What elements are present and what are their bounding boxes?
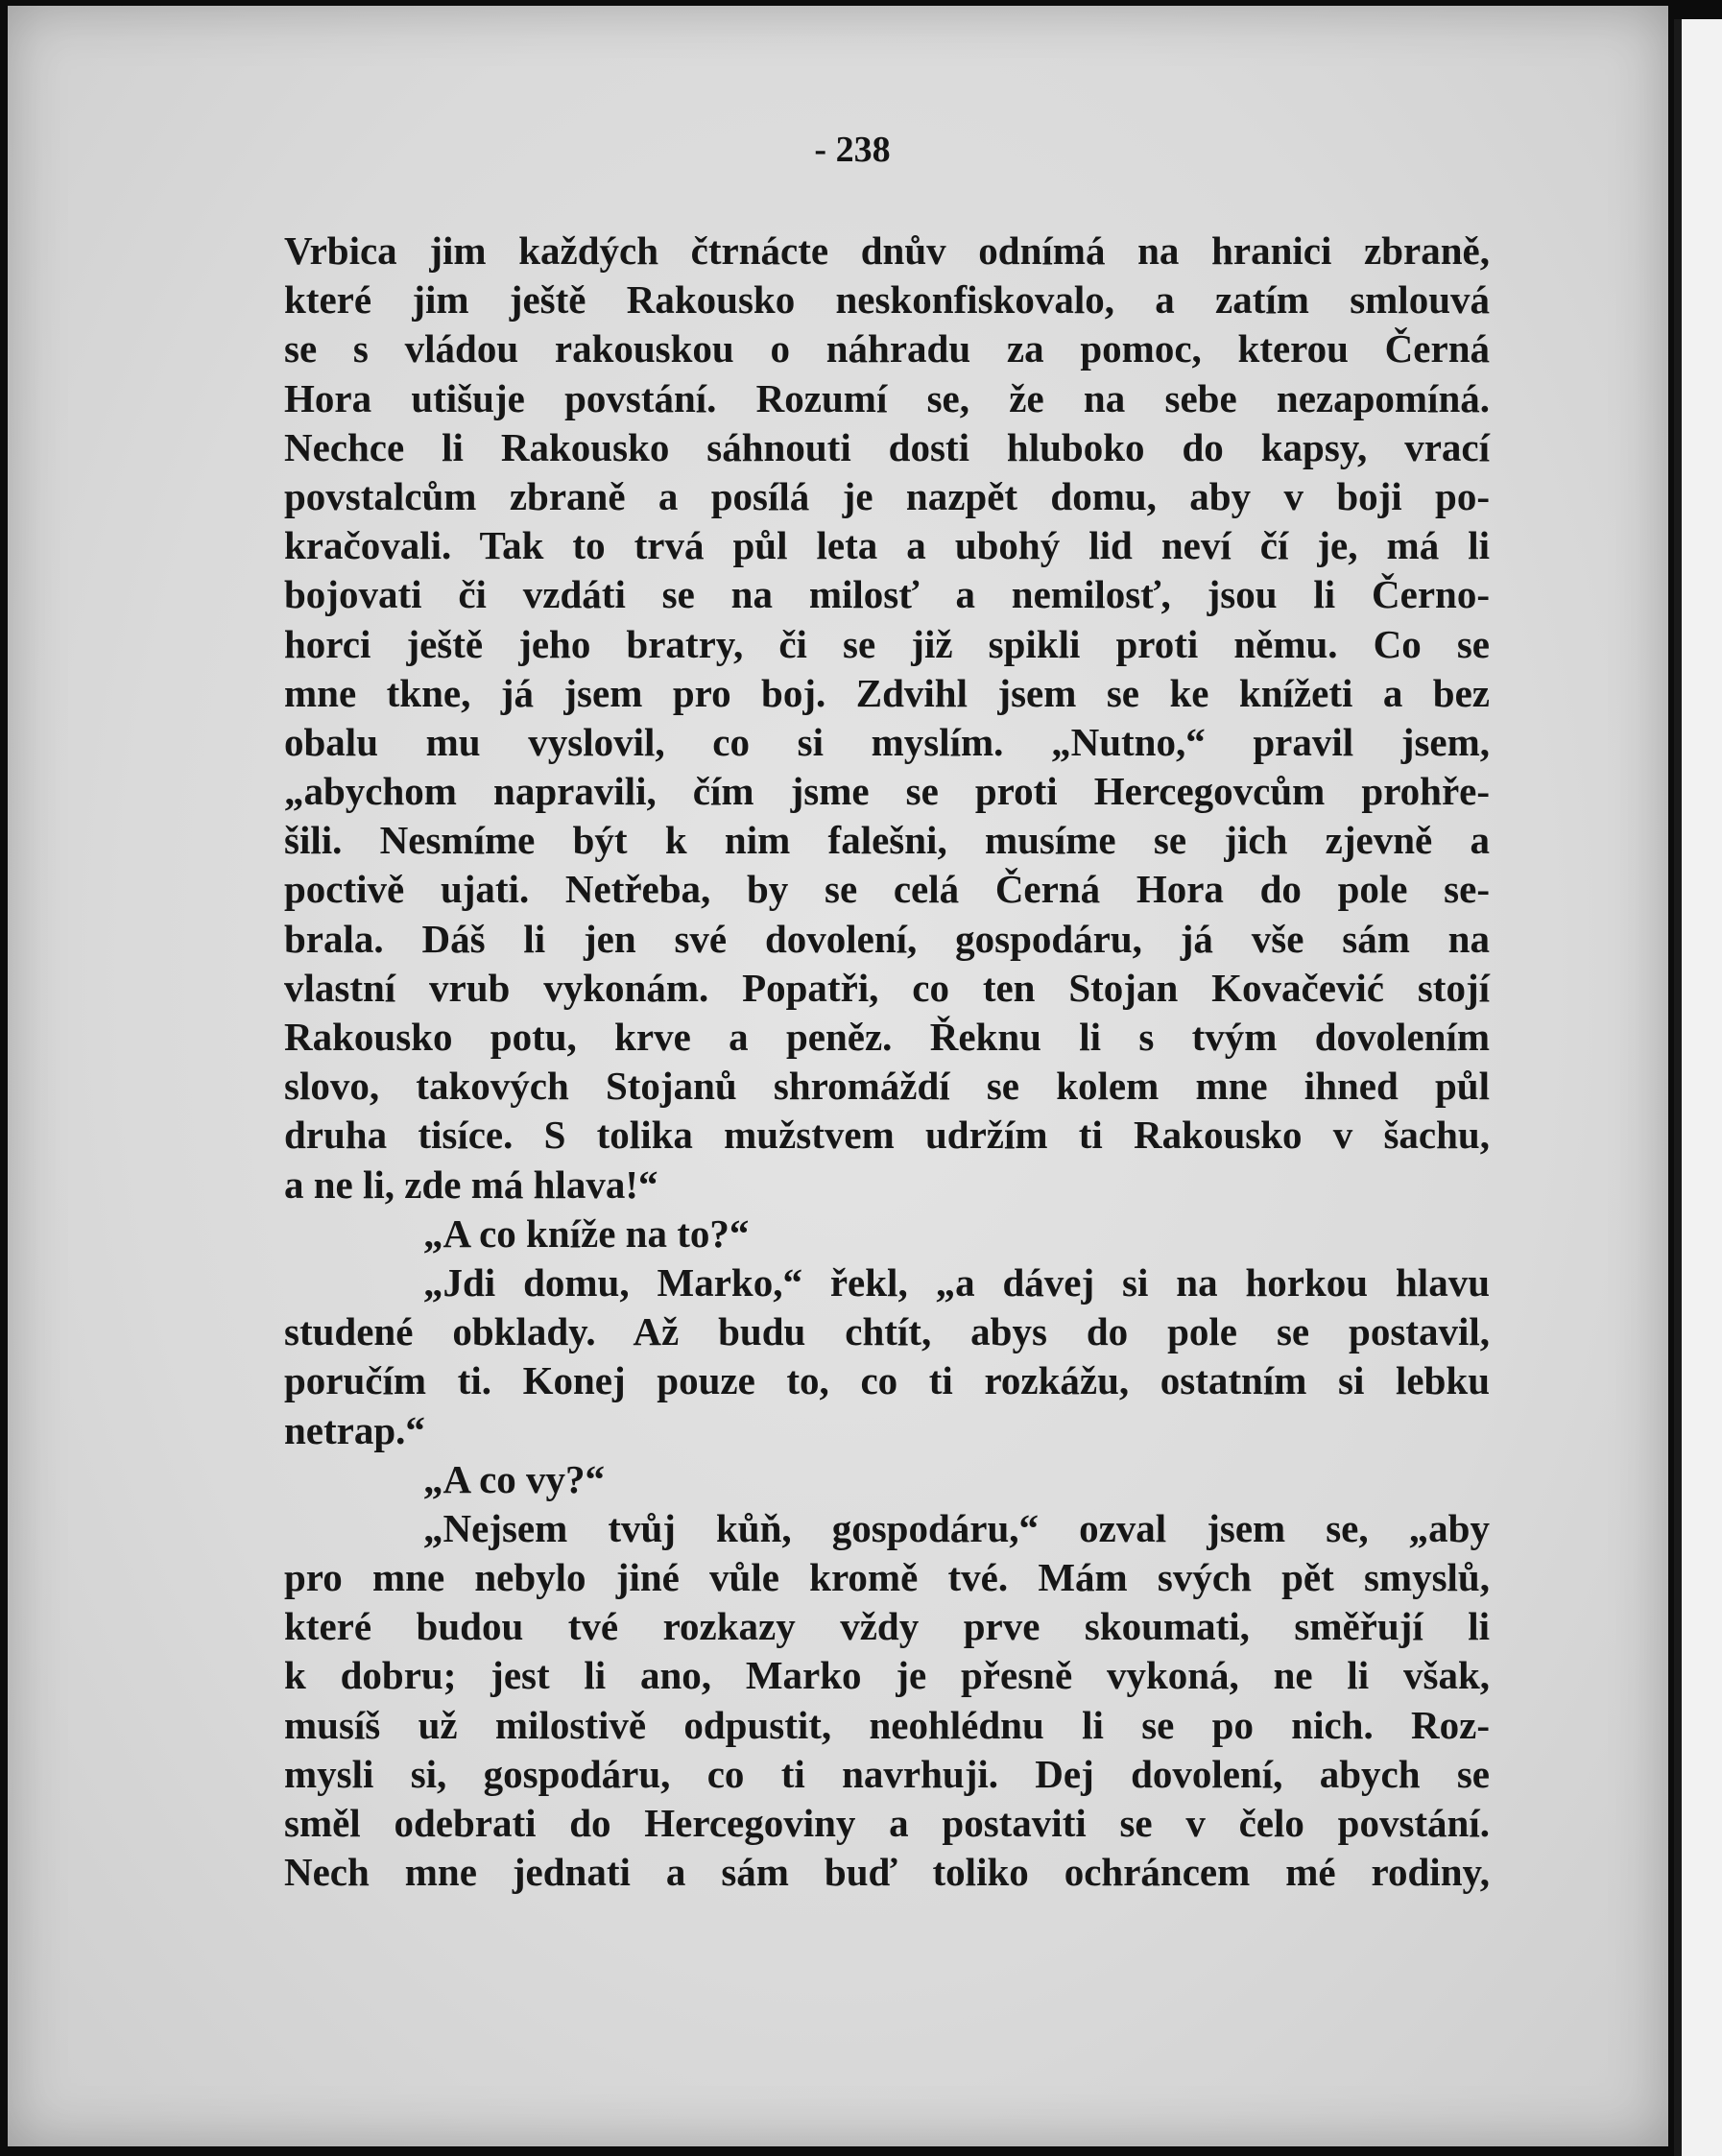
text-line: Nech mne jednati a sám buď toliko ochráncem mé rodiny, xyxy=(284,1850,1490,1895)
text-line: mysli si, gospodáru, co ti navrhuji. Dej dovolení, abych se xyxy=(284,1751,1490,1796)
text-line: obalu mu vyslovil, co si myslím. „Nutno,“ pravil jsem, xyxy=(284,719,1490,764)
text-line: vlastní vrub vykonám. Popatři, co ten Stojan Kovačević stojí xyxy=(284,965,1490,1010)
text-line: Nechce li Rakousko sáhnouti dosti hluboko do kapsy, vrací xyxy=(284,424,1490,469)
text-line: Vrbica jim každých čtrnácte dnův odnímá na hranici zbraně, xyxy=(284,228,1490,273)
text-line: Rakousko potu, krve a peněz. Řeknu li s tvým dovolením xyxy=(284,1015,1490,1059)
text-line: a ne li, zde má hlava!“ xyxy=(284,1162,658,1207)
text-line: slovo, takových Stojanů shromáždí se kolem mne ihned půl xyxy=(284,1064,1490,1109)
text-line: Hora utišuje povstání. Rozumí se, že na sebe nezapomíná. xyxy=(284,375,1490,420)
paper-sheet xyxy=(8,6,1668,2146)
text-line: kračovali. Tak to trvá půl leta a ubohý lid neví čí je, má li xyxy=(284,523,1490,568)
text-line: směl odebrati do Hercegoviny a postaviti se v čelo povstání. xyxy=(284,1801,1490,1845)
text-line: „A co vy?“ xyxy=(423,1456,606,1501)
text-line: se s vládou rakouskou o náhradu za pomoc, kterou Černá xyxy=(284,326,1490,371)
text-line: pro mne nebylo jiné vůle kromě tvé. Mám svých pět smyslů, xyxy=(284,1555,1490,1600)
text-line: horci ještě jeho bratry, či se již spikli proti němu. Co se xyxy=(284,621,1490,666)
text-line: „Nejsem tvůj kůň, gospodáru,“ ozval jsem se, „aby xyxy=(423,1505,1490,1550)
text-line: studené obklady. Až budu chtít, abys do pole se postavil, xyxy=(284,1309,1490,1354)
text-line: šili. Nesmíme být k nim falešni, musíme se jich zjevně a xyxy=(284,818,1490,863)
text-line: netrap.“ xyxy=(284,1407,425,1452)
text-line: brala. Dáš li jen své dovolení, gospodáru, já vše sám na xyxy=(284,916,1490,961)
text-line: které budou tvé rozkazy vždy prve skoumati, směřují li xyxy=(284,1604,1490,1649)
text-line: „A co kníže na to?“ xyxy=(423,1210,750,1256)
text-line: poctivě ujati. Netřeba, by se celá Černá Hora do pole se- xyxy=(284,867,1490,912)
text-line: musíš už milostivě odpustit, neohlédnu li se po nich. Roz- xyxy=(284,1702,1490,1747)
adjacent-page-edge xyxy=(1674,19,1722,2156)
page-number: - 238 xyxy=(814,130,891,170)
body-text xyxy=(284,227,1490,1897)
text-line: poručím ti. Konej pouze to, co ti rozkážu, ostatním si lebku xyxy=(284,1358,1490,1403)
text-line: k dobru; jest li ano, Marko je přesně vykoná, ne li však, xyxy=(284,1653,1490,1698)
text-line: „Jdi domu, Marko,“ řekl, „a dávej si na horkou hlavu xyxy=(423,1259,1490,1305)
text-line: bojovati či vzdáti se na milosť a nemilosť, jsou li Černo- xyxy=(284,572,1490,617)
text-line: druha tisíce. S tolika mužstvem udržím ti Rakousko v šachu, xyxy=(284,1113,1490,1158)
text-line: které jim ještě Rakousko neskonfiskovalo, a zatím smlouvá xyxy=(284,277,1490,323)
text-line: mne tkne, já jsem pro boj. Zdvihl jsem se ke knížeti a bez xyxy=(284,670,1490,715)
text-line: „abychom napravili, čím jsme se proti Hercegovcům prohře- xyxy=(284,769,1490,814)
text-line: povstalcům zbraně a posílá je nazpět domu, aby v boji po- xyxy=(284,473,1490,518)
